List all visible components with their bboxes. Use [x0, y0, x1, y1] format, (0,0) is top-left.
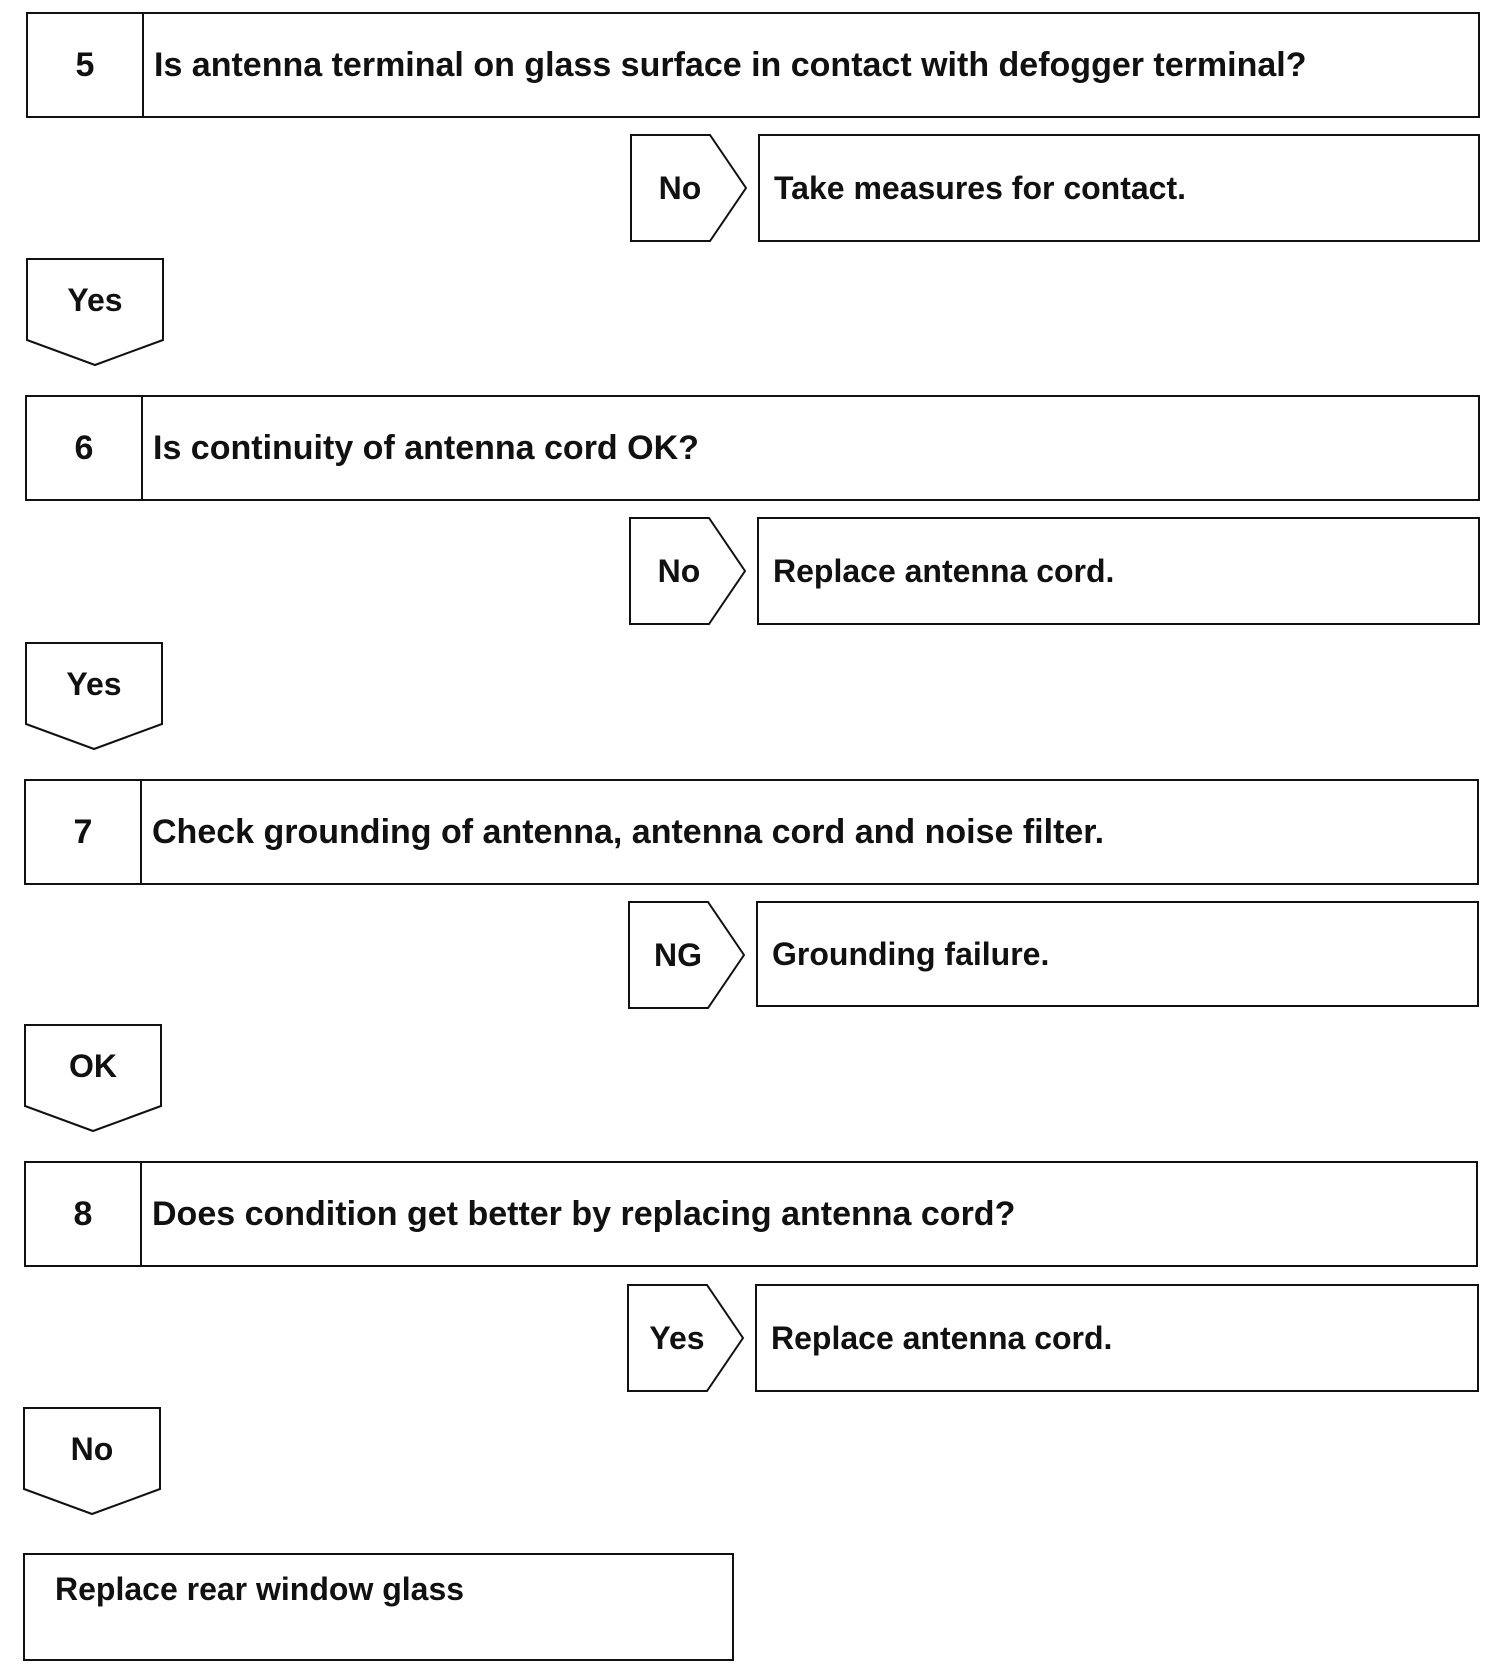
- final-action-box: [23, 1553, 734, 1661]
- step-8-yes-label: Yes: [649, 1319, 705, 1356]
- step-6-box: [25, 395, 1480, 501]
- step-8-yes-result: [755, 1284, 1479, 1392]
- step-7-ok-arrow: [24, 1024, 162, 1132]
- step-6-no-arrow: [629, 517, 749, 625]
- step-5-yes-arrow: [26, 258, 164, 366]
- step-5-question: Is antenna terminal on glass surface in contact with defogger terminal?: [154, 45, 1307, 84]
- step-7-number: 7: [26, 781, 142, 883]
- step-8-no-label: No: [70, 1431, 114, 1467]
- step-6-no-result-text: Replace antenna cord.: [773, 552, 1115, 589]
- step-8-no-arrow: [23, 1407, 161, 1515]
- final-action-text: Replace rear window glass: [55, 1571, 465, 1607]
- step-5-no-label: No: [658, 169, 702, 206]
- step-8-box: [24, 1161, 1478, 1267]
- step-6-yes-label: Yes: [66, 666, 122, 702]
- step-5-no-arrow: [630, 134, 750, 242]
- step-8-yes-arrow: [627, 1284, 747, 1392]
- step-6-no-result: [757, 517, 1480, 625]
- step-7-question: Check grounding of antenna, antenna cord and noise filter.: [152, 812, 1105, 851]
- step-6-yes-arrow: [25, 642, 163, 750]
- step-7-ng-arrow: [628, 901, 748, 1009]
- step-6-number: 6: [27, 397, 143, 499]
- step-6-no-label: No: [657, 552, 701, 589]
- step-7-ok-label: OK: [69, 1048, 117, 1084]
- step-7-ng-label: NG: [654, 936, 702, 973]
- step-5-no-result: [758, 134, 1480, 242]
- step-5-yes-label: Yes: [67, 282, 123, 318]
- step-5-number: 5: [28, 14, 144, 116]
- step-7-ng-result-text: Grounding failure.: [772, 935, 1050, 972]
- step-5-box: [26, 12, 1480, 118]
- step-7-ng-result: [756, 901, 1479, 1007]
- step-6-question: Is continuity of antenna cord OK?: [153, 428, 699, 467]
- step-8-yes-result-text: Replace antenna cord.: [771, 1319, 1113, 1356]
- step-5-no-result-text: Take measures for contact.: [774, 169, 1187, 206]
- step-7-box: [24, 779, 1479, 885]
- step-8-question: Does condition get better by replacing antenna cord?: [152, 1194, 1016, 1233]
- step-8-number: 8: [26, 1163, 142, 1265]
